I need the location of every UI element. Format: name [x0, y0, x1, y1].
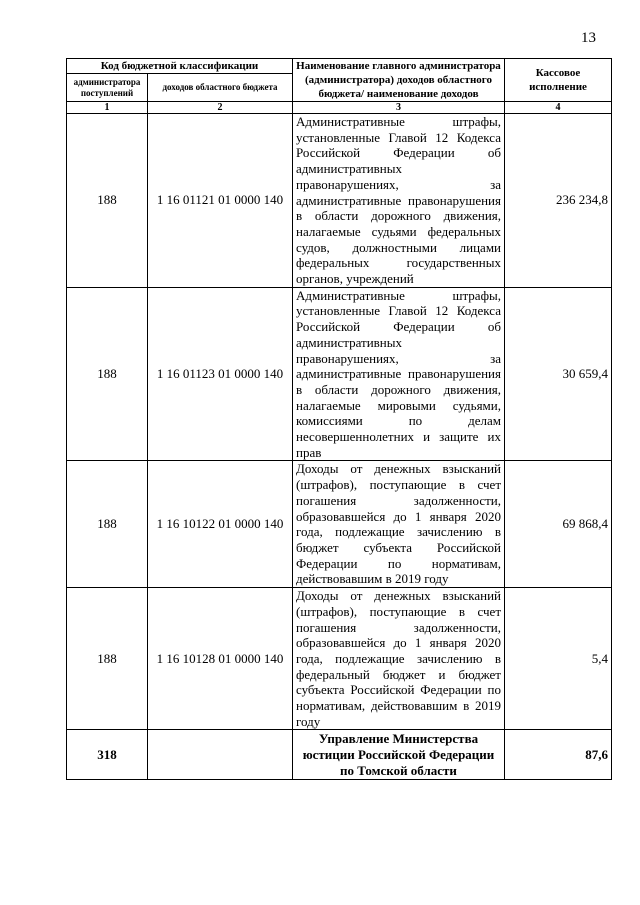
header-number-3: 3: [293, 102, 505, 114]
admin-code-cell: 188: [67, 461, 148, 588]
administrator-name-cell: Управление Министерства юстиции Российской Федерации по Томской области: [293, 730, 505, 780]
income-code-cell: [148, 730, 293, 780]
admin-code-cell: 188: [67, 114, 148, 288]
header-name: Наименование главного администратора (администратора) доходов областного бюджета/ наименование доходов: [293, 59, 505, 102]
amount-cell: 87,6: [505, 730, 612, 780]
budget-table: [66, 58, 612, 780]
header-classification-code: Код бюджетной классификации: [67, 59, 293, 74]
header-number-2: 2: [148, 102, 293, 114]
header-admin-code: администратора поступлений: [67, 74, 148, 102]
table-row: [67, 588, 612, 730]
income-name-cell: Доходы от денежных взысканий (штрафов), поступающие в счет погашения задолженности, образовавшейся до 1 января 2020 года, подлежащие зачислению в федеральный бюджет и бюджет субъекта Российской Федерации по нормативам, действовавшим в 2019 году: [293, 588, 505, 730]
income-code-cell: 1 16 01121 01 0000 140: [148, 114, 293, 288]
table-row: [67, 114, 612, 288]
header-number-4: 4: [505, 102, 612, 114]
income-name-cell: Административные штрафы, установленные Главой 12 Кодекса Российской Федерации об административных правонарушениях, за административные правонарушения в области дорожного движения, налагаемые мировыми судьями, комиссиями по делам несовершеннолетних и защите их прав: [293, 287, 505, 461]
admin-code-cell: 188: [67, 588, 148, 730]
amount-cell: 236 234,8: [505, 114, 612, 288]
income-name-cell: Доходы от денежных взысканий (штрафов), поступающие в счет погашения задолженности, образовавшейся до 1 января 2020 года, подлежащие зачислению в бюджет субъекта Российской Федерации по нормативам, действовавшим в 2019 году: [293, 461, 505, 588]
table-row: [67, 287, 612, 461]
header-amount: Кассовое исполнение: [505, 59, 612, 102]
amount-cell: 30 659,4: [505, 287, 612, 461]
header-income-code: доходов областного бюджета: [148, 74, 293, 102]
table-row: [67, 461, 612, 588]
header-number-1: 1: [67, 102, 148, 114]
admin-code-cell: 318: [67, 730, 148, 780]
income-name-cell: Административные штрафы, установленные Главой 12 Кодекса Российской Федерации об административных правонарушениях, за административные правонарушения в области дорожного движения, налагаемые судьями федеральных судов, должностными лицами федеральных государственных органов, учреждений: [293, 114, 505, 288]
page-number: 13: [581, 30, 596, 46]
income-code-cell: 1 16 10122 01 0000 140: [148, 461, 293, 588]
income-code-cell: 1 16 10128 01 0000 140: [148, 588, 293, 730]
amount-cell: 69 868,4: [505, 461, 612, 588]
amount-cell: 5,4: [505, 588, 612, 730]
table-row-total: [67, 730, 612, 780]
admin-code-cell: 188: [67, 287, 148, 461]
income-code-cell: 1 16 01123 01 0000 140: [148, 287, 293, 461]
